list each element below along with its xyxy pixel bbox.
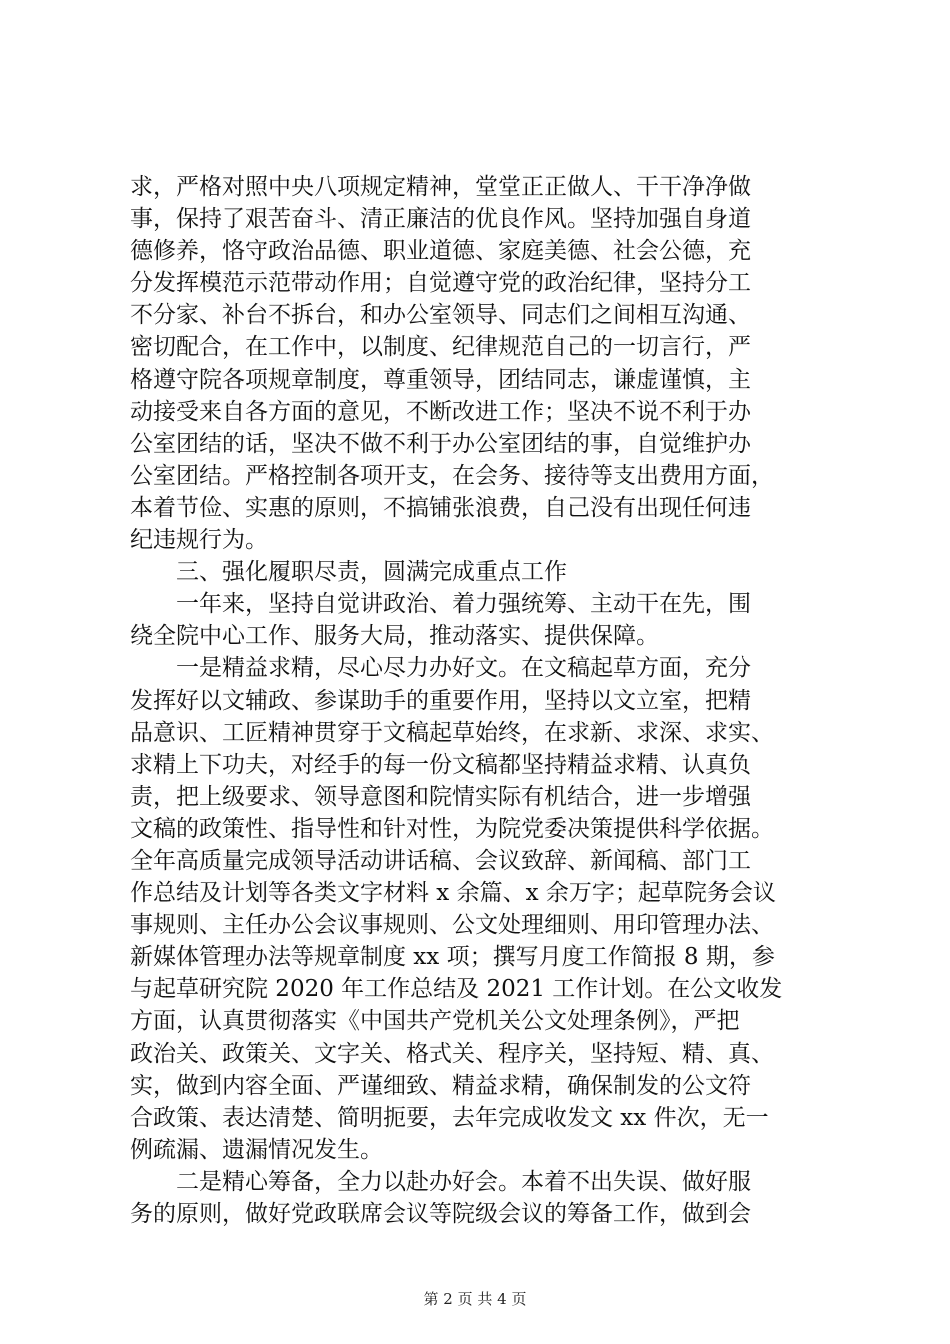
text-line: 实，做到内容全面、严谨细致、精益求精，确保制发的公文符 bbox=[130, 1072, 751, 1099]
text-line: 求，严格对照中央八项规定精神，堂堂正正做人、干干净净做 bbox=[130, 174, 751, 200]
text-line: 公室团结的话，坚决不做不利于办公室团结的事，自觉维护办 bbox=[130, 430, 751, 457]
text-line: 文稿的政策性、指导性和针对性，为院党委决策提供科学依据。 bbox=[130, 815, 774, 842]
text-line: 不分家、补台不拆台，和办公室领导、同志们之间相互沟通、 bbox=[130, 302, 751, 329]
text-line: 发挥好以文辅政、参谋助手的重要作用，坚持以文立室，把精 bbox=[130, 687, 751, 714]
text-line: 二是精心筹备，全力以赴办好会。本着不出失误、做好服 bbox=[130, 1168, 751, 1195]
text-line: 品意识、工匠精神贯穿于文稿起草始终，在求新、求深、求实、 bbox=[130, 719, 774, 746]
text-line: 绕全院中心工作、服务大局，推动落实、提供保障。 bbox=[130, 623, 659, 650]
text-line: 本着节俭、实惠的原则，不搞铺张浪费，自己没有出现任何违 bbox=[130, 494, 751, 521]
text-line: 事，保持了艰苦奋斗、清正廉洁的优良作风。坚持加强自身道 bbox=[130, 206, 751, 233]
text-line: 全年高质量完成领导活动讲话稿、会议致辞、新闻稿、部门工 bbox=[130, 847, 751, 874]
text-line: 例疏漏、遗漏情况发生。 bbox=[130, 1136, 383, 1163]
text-line: 与起草研究院 2020 年工作总结及 2021 工作计划。在公文收发 bbox=[130, 976, 783, 1003]
text-line: 求精上下功夫，对经手的每一份文稿都坚持精益求精、认真负 bbox=[130, 751, 751, 778]
text-line: 方面，认真贯彻落实《中国共产党机关公文处理条例》，严把 bbox=[130, 1008, 740, 1035]
section-heading: 三、强化履职尽责，圆满完成重点工作 bbox=[130, 559, 567, 586]
text-line: 动接受来自各方面的意见，不断改进工作；坚决不说不利于办 bbox=[130, 398, 751, 425]
text-line: 德修养，恪守政治品德、职业道德、家庭美德、社会公德，充 bbox=[130, 238, 751, 265]
text-line: 密切配合，在工作中，以制度、纪律规范自己的一切言行，严 bbox=[130, 334, 751, 361]
text-line: 一是精益求精，尽心尽力办好文。在文稿起草方面，充分 bbox=[130, 655, 751, 682]
text-line: 事规则、主任办公会议事规则、公文处理细则、用印管理办法、 bbox=[130, 912, 774, 939]
text-line: 纪违规行为。 bbox=[130, 527, 268, 554]
text-line: 责，把上级要求、领导意图和院情实际有机结合，进一步增强 bbox=[130, 783, 751, 810]
text-line: 作总结及计划等各类文字材料 x 余篇、x 余万字；起草院务会议 bbox=[130, 880, 776, 907]
body-text bbox=[130, 171, 830, 1230]
text-line: 务的原则，做好党政联席会议等院级会议的筹备工作，做到会 bbox=[130, 1201, 751, 1227]
text-line: 合政策、表达清楚、简明扼要，去年完成收发文 xx 件次，无一 bbox=[130, 1104, 769, 1131]
text-line: 格遵守院各项规章制度，尊重领导，团结同志，谦虚谨慎，主 bbox=[130, 366, 751, 393]
text-line: 公室团结。严格控制各项开支，在会务、接待等支出费用方面， bbox=[130, 462, 774, 489]
text-line: 分发挥模范示范带动作用；自觉遵守党的政治纪律，坚持分工 bbox=[130, 270, 751, 297]
page-number-footer: 第 2 页 共 4 页 bbox=[423, 1290, 527, 1308]
text-line: 一年来，坚持自觉讲政治、着力强统筹、主动干在先，围 bbox=[130, 591, 751, 618]
text-line: 新媒体管理办法等规章制度 xx 项；撰写月度工作简报 8 期，参 bbox=[130, 944, 775, 971]
text-line: 政治关、政策关、文字关、格式关、程序关，坚持短、精、真、 bbox=[130, 1040, 774, 1067]
